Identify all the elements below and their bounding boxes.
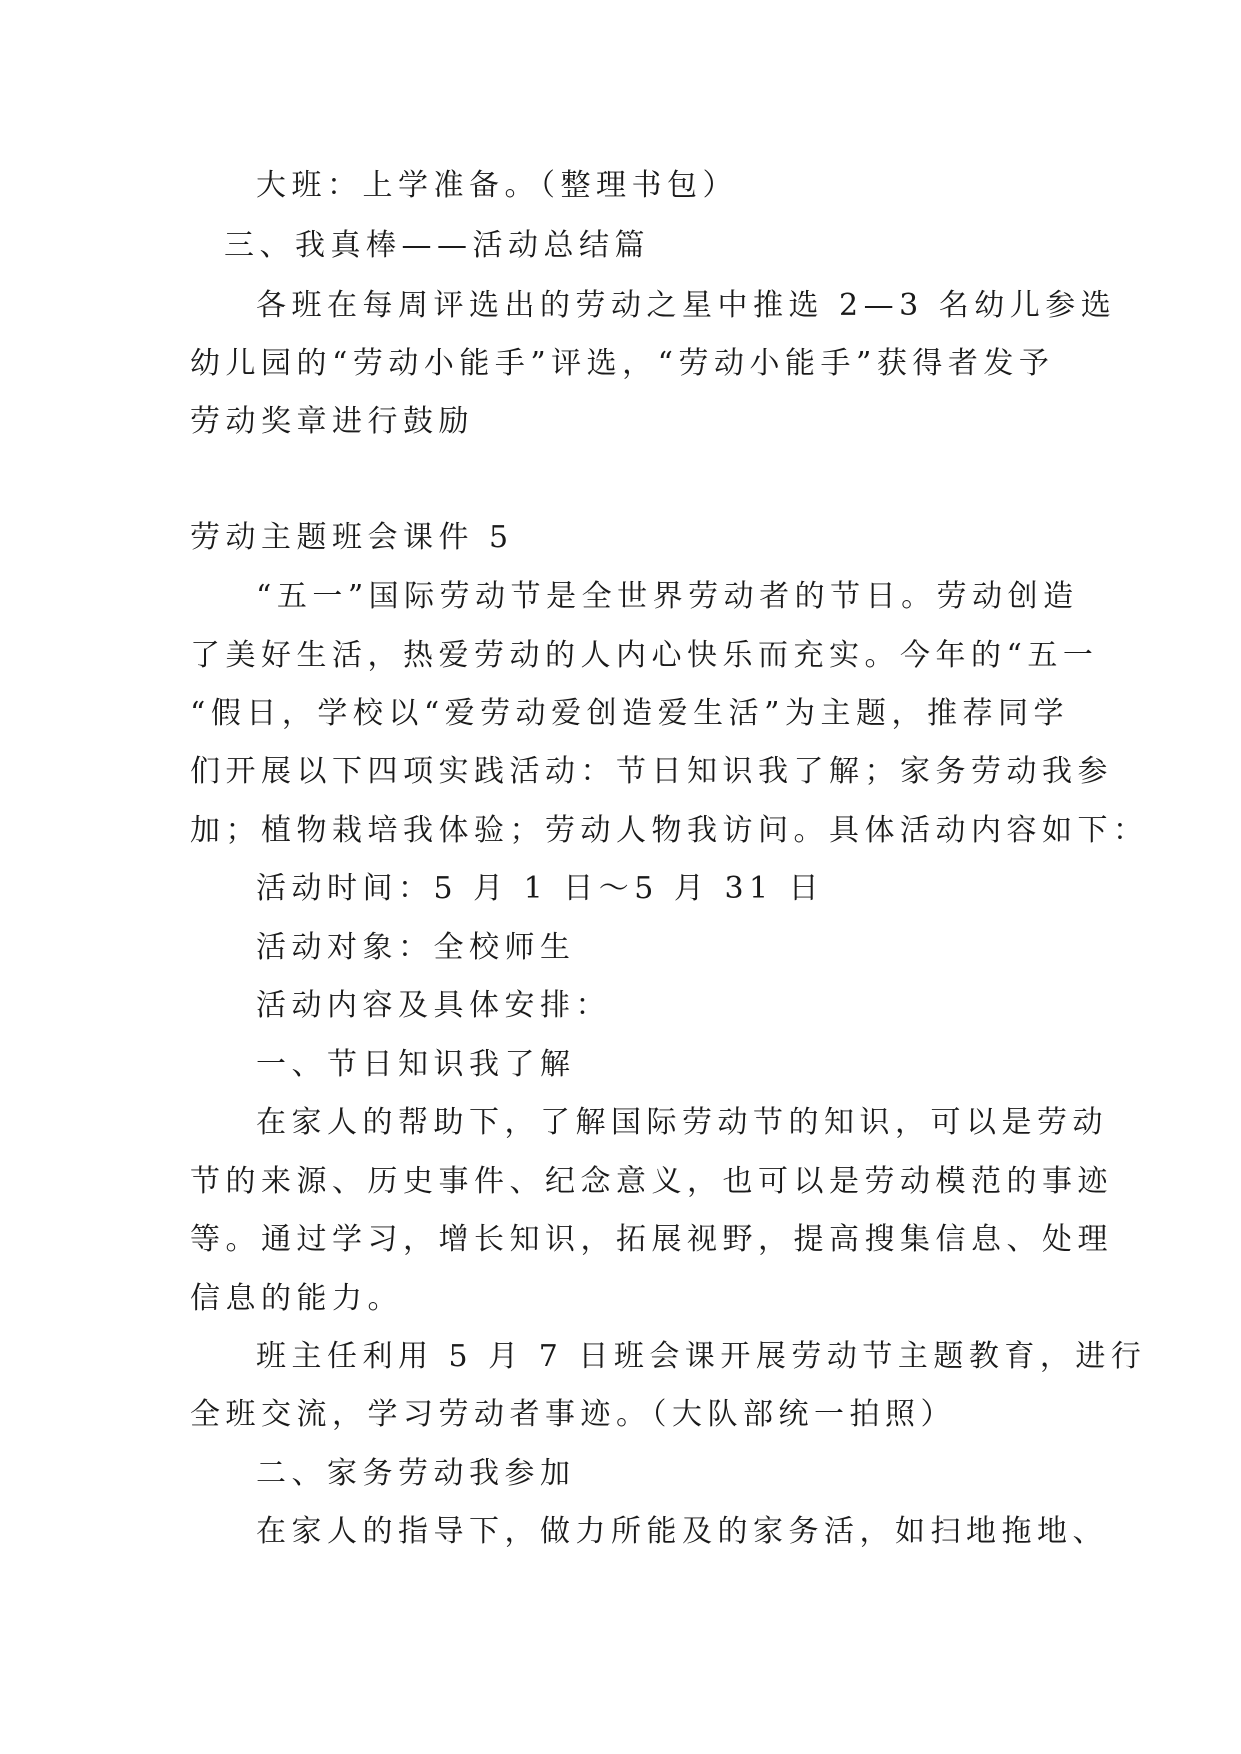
section-heading: 一、节日知识我了解: [256, 1047, 576, 1082]
text-line: 全班交流，学习劳动者事迹。（大队部统一拍照）: [190, 1397, 956, 1432]
text-line: 们开展以下四项实践活动：节日知识我了解；家务劳动我参: [190, 754, 1113, 789]
text-line: 了美好生活，热爱劳动的人内心快乐而充实。今年的“五一: [190, 638, 1099, 673]
text-line: “五一”国际劳动节是全世界劳动者的节日。劳动创造: [256, 579, 1079, 614]
text-line: 幼儿园的“劳动小能手”评选，“劳动小能手”获得者发予: [190, 346, 1055, 381]
section-heading: 二、家务劳动我参加: [256, 1456, 576, 1491]
document-title: 劳动主题班会课件 5: [190, 520, 514, 555]
text-line: 劳动奖章进行鼓励: [190, 404, 474, 439]
text-line: 加；植物栽培我体验；劳动人物我访问。具体活动内容如下：: [190, 813, 1149, 848]
text-line: 班主任利用 5 月 7 日班会课开展劳动节主题教育，进行: [256, 1339, 1147, 1374]
text-line: “假日，学校以“爱劳动爱创造爱生活”为主题，推荐同学: [190, 696, 1070, 731]
section-heading: 三、我真棒——活动总结篇: [224, 228, 650, 263]
text-line: 大班：上学准备。（整理书包）: [256, 168, 738, 203]
text-line: 信息的能力。: [190, 1281, 403, 1316]
activity-target: 活动对象：全校师生: [256, 930, 576, 965]
text-line: 等。通过学习，增长知识，拓展视野，提高搜集信息、处理: [190, 1222, 1113, 1257]
text-line: 在家人的帮助下，了解国际劳动节的知识，可以是劳动: [256, 1105, 1108, 1140]
text-line: 各班在每周评选出的劳动之星中推选 2—3 名幼儿参选: [256, 288, 1117, 323]
activity-time: 活动时间：5 月 1 日～5 月 31 日: [256, 871, 825, 906]
activity-arrangement: 活动内容及具体安排：: [256, 988, 611, 1023]
text-line: 节的来源、历史事件、纪念意义，也可以是劳动模范的事迹: [190, 1164, 1113, 1199]
text-line: 在家人的指导下，做力所能及的家务活，如扫地拖地、: [256, 1514, 1108, 1549]
